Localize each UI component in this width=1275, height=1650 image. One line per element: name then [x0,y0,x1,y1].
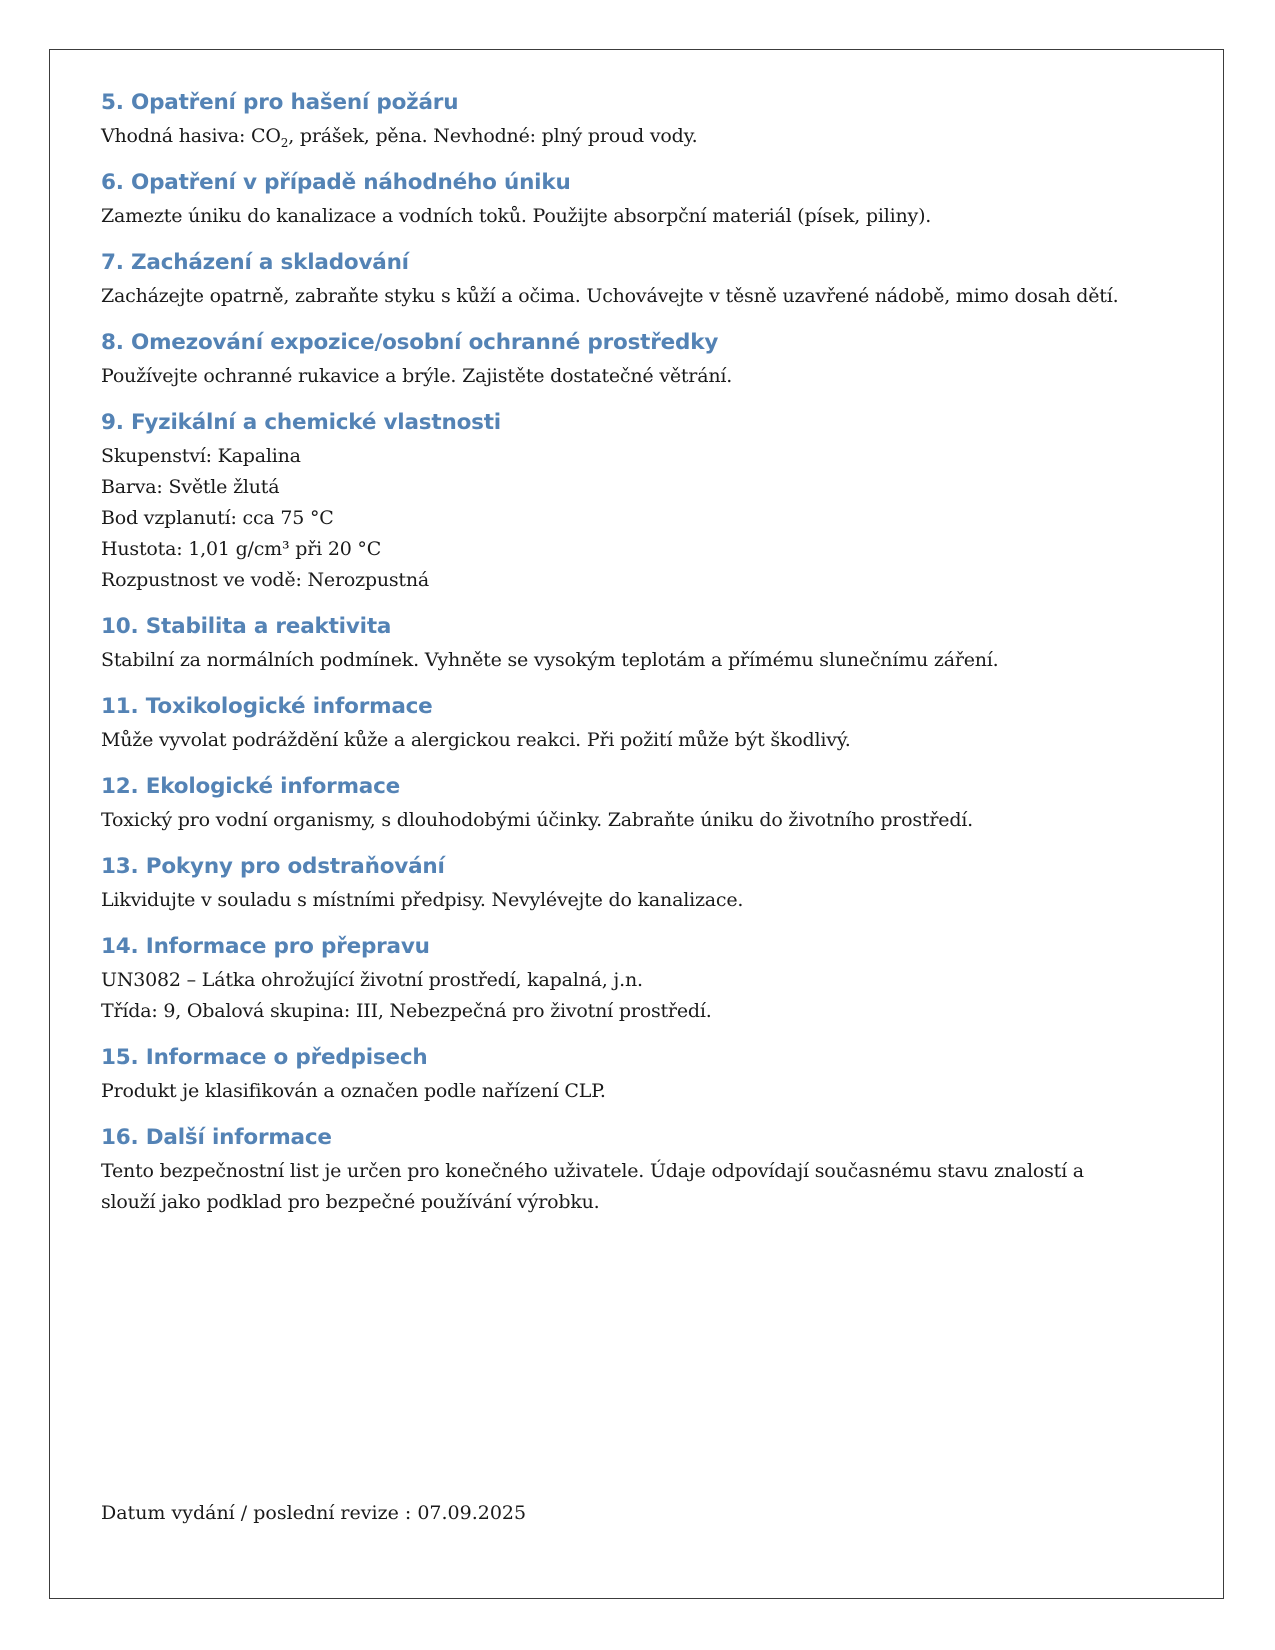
section-text: Likvidujte v souladu s místními předpisy. Nevylévejte do kanalizace. [101,889,744,911]
property-density: Hustota: 1,01 g/cm³ při 20 °C [101,538,382,560]
section-heading: 16. Další informace [101,1125,332,1150]
section-text: UN3082 – Látka ohrožující životní prostředí, kapalná, j.n. [101,969,643,991]
section-text: Produkt je klasifikován a označen podle nařízení CLP. [101,1080,606,1102]
section-fire-fighting [101,87,1181,152]
section-text: Může vyvolat podráždění kůže a alergickou reakci. Při požití může být škodlivý. [101,729,851,751]
section-heading: 12. Ekologické informace [101,774,401,799]
section-heading: 15. Informace o předpisech [101,1045,428,1070]
section-heading: 7. Zacházení a skladování [101,250,409,275]
revision-date-label: Datum vydání / poslední revize : [101,1502,418,1524]
section-physical-chemical-properties [101,407,1181,596]
section-stability-reactivity [101,611,1181,676]
section-text: Vhodná hasiva: $CO_2$, prášek, pěna. Nevhodné: plný proud vody. [101,125,698,150]
section-heading: 8. Omezování expozice/osobní ochranné prostředky [101,330,719,355]
property-flash-point: Bod vzplanutí: cca 75 °C [101,507,334,529]
section-text: Třída: 9, Obalová skupina: III, Nebezpečná pro životní prostředí. [101,1000,712,1022]
revision-date-value: 07.09.2025 [417,1502,527,1524]
section-toxicological-info [101,691,1181,756]
section-text: Toxický pro vodní organismy, s dlouhodobými účinky. Zabraňte úniku do životního prostředí. [101,809,973,831]
section-text: Používejte ochranné rukavice a brýle. Zajistěte dostatečné větrání. [101,365,733,387]
section-handling-storage [101,247,1181,312]
section-ecological-info [101,771,1181,836]
section-text: Tento bezpečnostní list je určen pro konečného uživatele. Údaje odpovídají současnému stavu znalostí a [101,1160,1084,1182]
section-text: Stabilní za normálních podmínek. Vyhněte se vysokým teplotám a přímému slunečnímu záření. [101,649,999,671]
section-disposal [101,851,1181,916]
section-heading: 10. Stabilita a reaktivita [101,614,392,639]
section-heading: 9. Fyzikální a chemické vlastnosti [101,410,501,435]
section-heading: 6. Opatření v případě náhodného úniku [101,170,571,195]
section-heading: 13. Pokyny pro odstraňování [101,854,445,879]
section-heading: 11. Toxikologické informace [101,694,433,719]
section-heading: 5. Opatření pro hašení požáru [101,90,459,115]
section-text: Zacházejte opatrně, zabraňte styku s kůží a očima. Uchovávejte v těsně uzavřené nádobě, mimo dosah dětí. [101,285,1119,307]
section-exposure-controls [101,327,1181,392]
revision-date [101,1498,526,1529]
section-text: Zamezte úniku do kanalizace a vodních toků. Použijte absorpční materiál (písek, piliny). [101,205,932,227]
section-regulatory-info [101,1042,1181,1107]
property-solubility: Rozpustnost ve vodě: Nerozpustná [101,569,430,591]
section-other-info [101,1122,1181,1218]
section-text: slouží jako podklad pro bezpečné používání výrobku. [101,1191,600,1213]
document-body [101,87,1181,1233]
section-heading: 14. Informace pro přepravu [101,934,430,959]
section-transport-info [101,931,1181,1027]
property-state: Skupenství: Kapalina [101,445,301,467]
property-color: Barva: Světle žlutá [101,476,280,498]
section-accidental-release [101,167,1181,232]
